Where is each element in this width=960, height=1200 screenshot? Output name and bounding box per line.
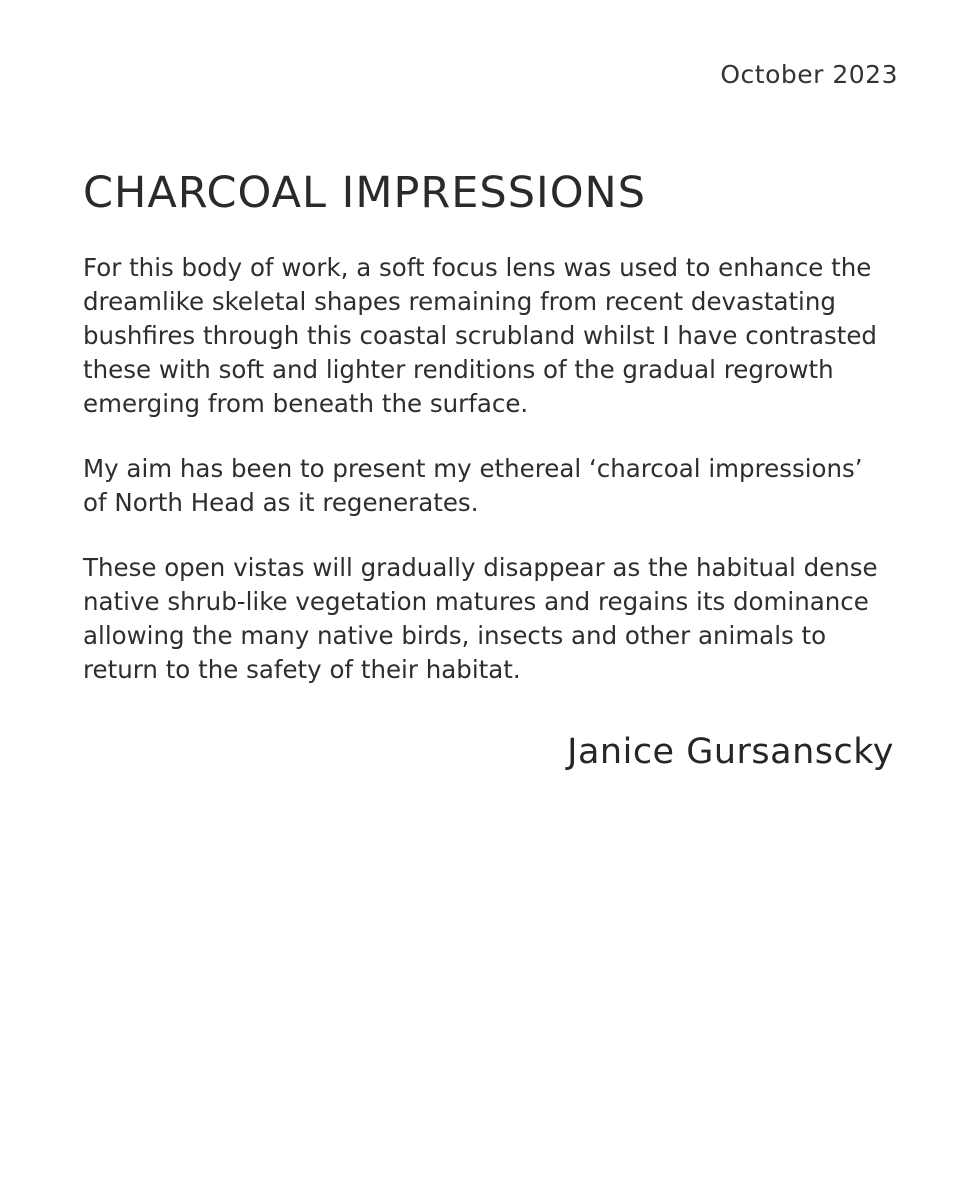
statement-title: CHARCOAL IMPRESSIONS bbox=[83, 168, 647, 218]
artist-signature: Janice Gursanscky bbox=[567, 732, 894, 772]
statement-paragraph-3: These open vistas will gradually disappear as the habitual dense native shrub-like vegetation matures and regains its dominance allowing the many native birds, insects and other animals to return to the safety of their habitat. bbox=[83, 553, 878, 684]
statement-date: October 2023 bbox=[720, 60, 898, 89]
statement-paragraph-2: My aim has been to present my ethereal ‘charcoal impressions’ of North Head as it regenerates. bbox=[83, 454, 863, 517]
statement-paragraph-1: For this body of work, a soft focus lens was used to enhance the dreamlike skeletal shapes remaining from recent devastating bushfires through this coastal scrubland whilst I have contrasted these with soft and lighter renditions of the gradual regrowth emerging from beneath the surface. bbox=[83, 253, 877, 418]
statement-body bbox=[83, 251, 893, 718]
